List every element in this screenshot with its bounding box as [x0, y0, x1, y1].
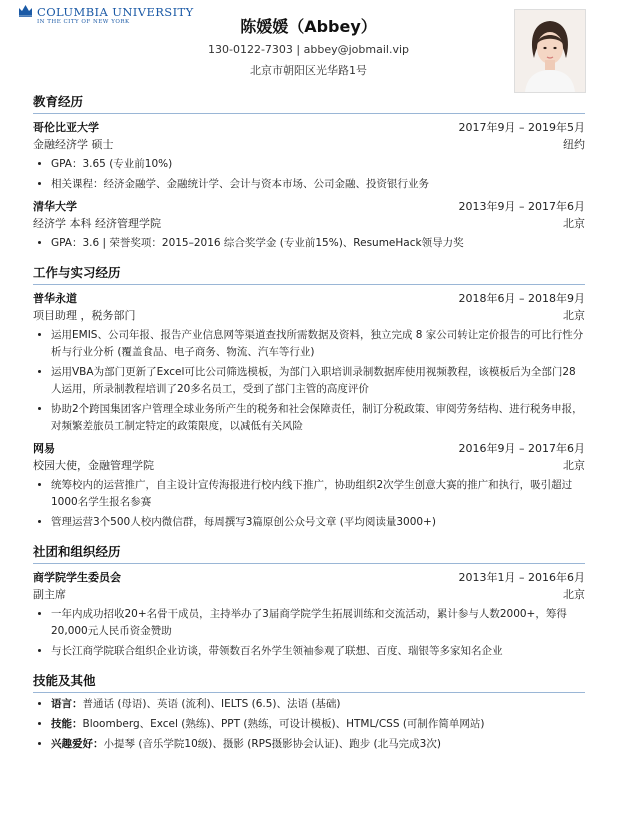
- entry-role: 校园大使，金融管理学院: [33, 459, 154, 472]
- section-title-work: 工作与实习经历: [33, 264, 585, 285]
- skills-list: [33, 696, 585, 753]
- work-entry: [33, 290, 585, 435]
- skill-label: 兴趣爱好：: [51, 738, 104, 750]
- entry-date: 2016年9月 – 2017年6月: [458, 442, 585, 455]
- education-entry: [33, 198, 585, 252]
- section-title-education: 教育经历: [33, 93, 585, 114]
- skill-text: 小提琴 (音乐学院10级)、摄影 (RPS摄影协会认证)、跑步 (北马完成3次): [103, 738, 441, 750]
- entry-date: 2013年9月 – 2017年6月: [458, 200, 585, 213]
- entry-org: 商学院学生委员会: [33, 571, 121, 584]
- skill-item: [51, 716, 585, 733]
- entry-org: 网易: [33, 442, 55, 455]
- entry-role: 项目助理 ，税务部门: [33, 309, 136, 322]
- profile-photo: [514, 9, 586, 93]
- skill-label: 技能：: [51, 718, 83, 730]
- entry-bullets: [33, 606, 585, 660]
- work-entry: [33, 440, 585, 531]
- entry-location: 北京: [563, 309, 585, 322]
- entry-org: 普华永道: [33, 292, 77, 305]
- bullet-item: • 协助2个跨国集团客户管理全球业务所产生的税务和社会保障责任，制订分税政策、审阅劳务结构、进行税务申报，对频繁差旅员工制定特定的政策限度，以减低有关风险: [51, 401, 585, 435]
- bullet-item: • 一年内成功招收20+名骨干成员，主持举办了3届商学院学生拓展训练和交流活动，累计参与人数2000+，筹得20,000元人民币资金赞助: [51, 606, 585, 640]
- section-title-club: 社团和组织经历: [33, 543, 585, 564]
- logo-name: COLUMBIA UNIVERSITY: [37, 5, 194, 19]
- skill-item: [51, 696, 585, 713]
- entry-role: 金融经济学 硕士: [33, 138, 114, 151]
- entry-location: 北京: [563, 588, 585, 601]
- bullet-item: • GPA：3.6 | 荣誉奖项：2015–2016 综合奖学金 (专业前15%)、ResumeHack领导力奖: [51, 235, 585, 252]
- entry-role: 经济学 本科 经济管理学院: [33, 217, 161, 230]
- bullet-item: • 运用EMIS、公司年报、报告产业信息网等渠道查找所需数据及资料，独立完成 8 家公司转让定价报告的可比行性分析与行业分析 (覆盖食品、电子商务、物流、汽车等行业): [51, 327, 585, 361]
- entry-date: 2018年6月 – 2018年9月: [458, 292, 585, 305]
- portrait-icon: [515, 10, 585, 92]
- entry-bullets: [33, 477, 585, 531]
- address-line: 北京市朝阳区光华路1号: [250, 64, 367, 77]
- bullet-item: • GPA：3.65 (专业前10%): [51, 156, 585, 173]
- skill-item: [51, 736, 585, 753]
- candidate-name: 陈媛媛（Abbey）: [240, 17, 377, 36]
- entry-bullets: [33, 327, 585, 435]
- club-entry: [33, 569, 585, 660]
- section-title-skills: 技能及其他: [33, 672, 585, 693]
- bullet-item: • 相关课程：经济金融学、金融统计学、会计与资本市场、公司金融、投资银行业务: [51, 176, 585, 193]
- contact-line: 130-0122-7303 | abbey@jobmail.vip: [208, 43, 409, 56]
- entry-bullets: [33, 235, 585, 252]
- education-entry: [33, 119, 585, 193]
- entry-org: 哥伦比亚大学: [33, 121, 99, 134]
- bullet-item: • 统筹校内的运营推广，自主设计宣传海报进行校内线下推广，协助组织2次学生创意大赛的推广和执行，吸引超过1000名学生报名参赛: [51, 477, 585, 511]
- resume-body: [33, 93, 585, 753]
- entry-date: 2013年1月 – 2016年6月: [458, 571, 585, 584]
- entry-date: 2017年9月 – 2019年5月: [458, 121, 585, 134]
- skill-text: Bloomberg、Excel (熟练)、PPT (熟练，可设计模板)、HTML/CSS (可制作简单网站): [82, 718, 485, 730]
- bullet-item: • 与长江商学院联合组织企业访谈，带领数百名外学生领袖参观了联想、百度、瑞银等多家知名企业: [51, 643, 585, 660]
- bullet-item: • 运用VBA为部门更新了Excel可比公司筛选模板，为部门入职培训录制数据库使用视频教程，该模板后为全部门28人运用，所录制教程培训了20多名员工，受到了部门主管的高度评价: [51, 364, 585, 398]
- entry-bullets: [33, 156, 585, 193]
- skill-label: 语言：: [51, 698, 83, 710]
- entry-location: 纽约: [563, 138, 585, 151]
- entry-location: 北京: [563, 459, 585, 472]
- skill-text: 普通话 (母语)、英语 (流利)、IELTS (6.5)、法语 (基础): [82, 698, 341, 710]
- logo-subtitle: IN THE CITY OF NEW YORK: [37, 19, 130, 25]
- bullet-item: • 管理运营3个500人校内微信群，每周撰写3篇原创公众号文章 (平均阅读量3000+): [51, 514, 585, 531]
- entry-role: 副主席: [33, 588, 66, 601]
- entry-location: 北京: [563, 217, 585, 230]
- entry-org: 清华大学: [33, 200, 77, 213]
